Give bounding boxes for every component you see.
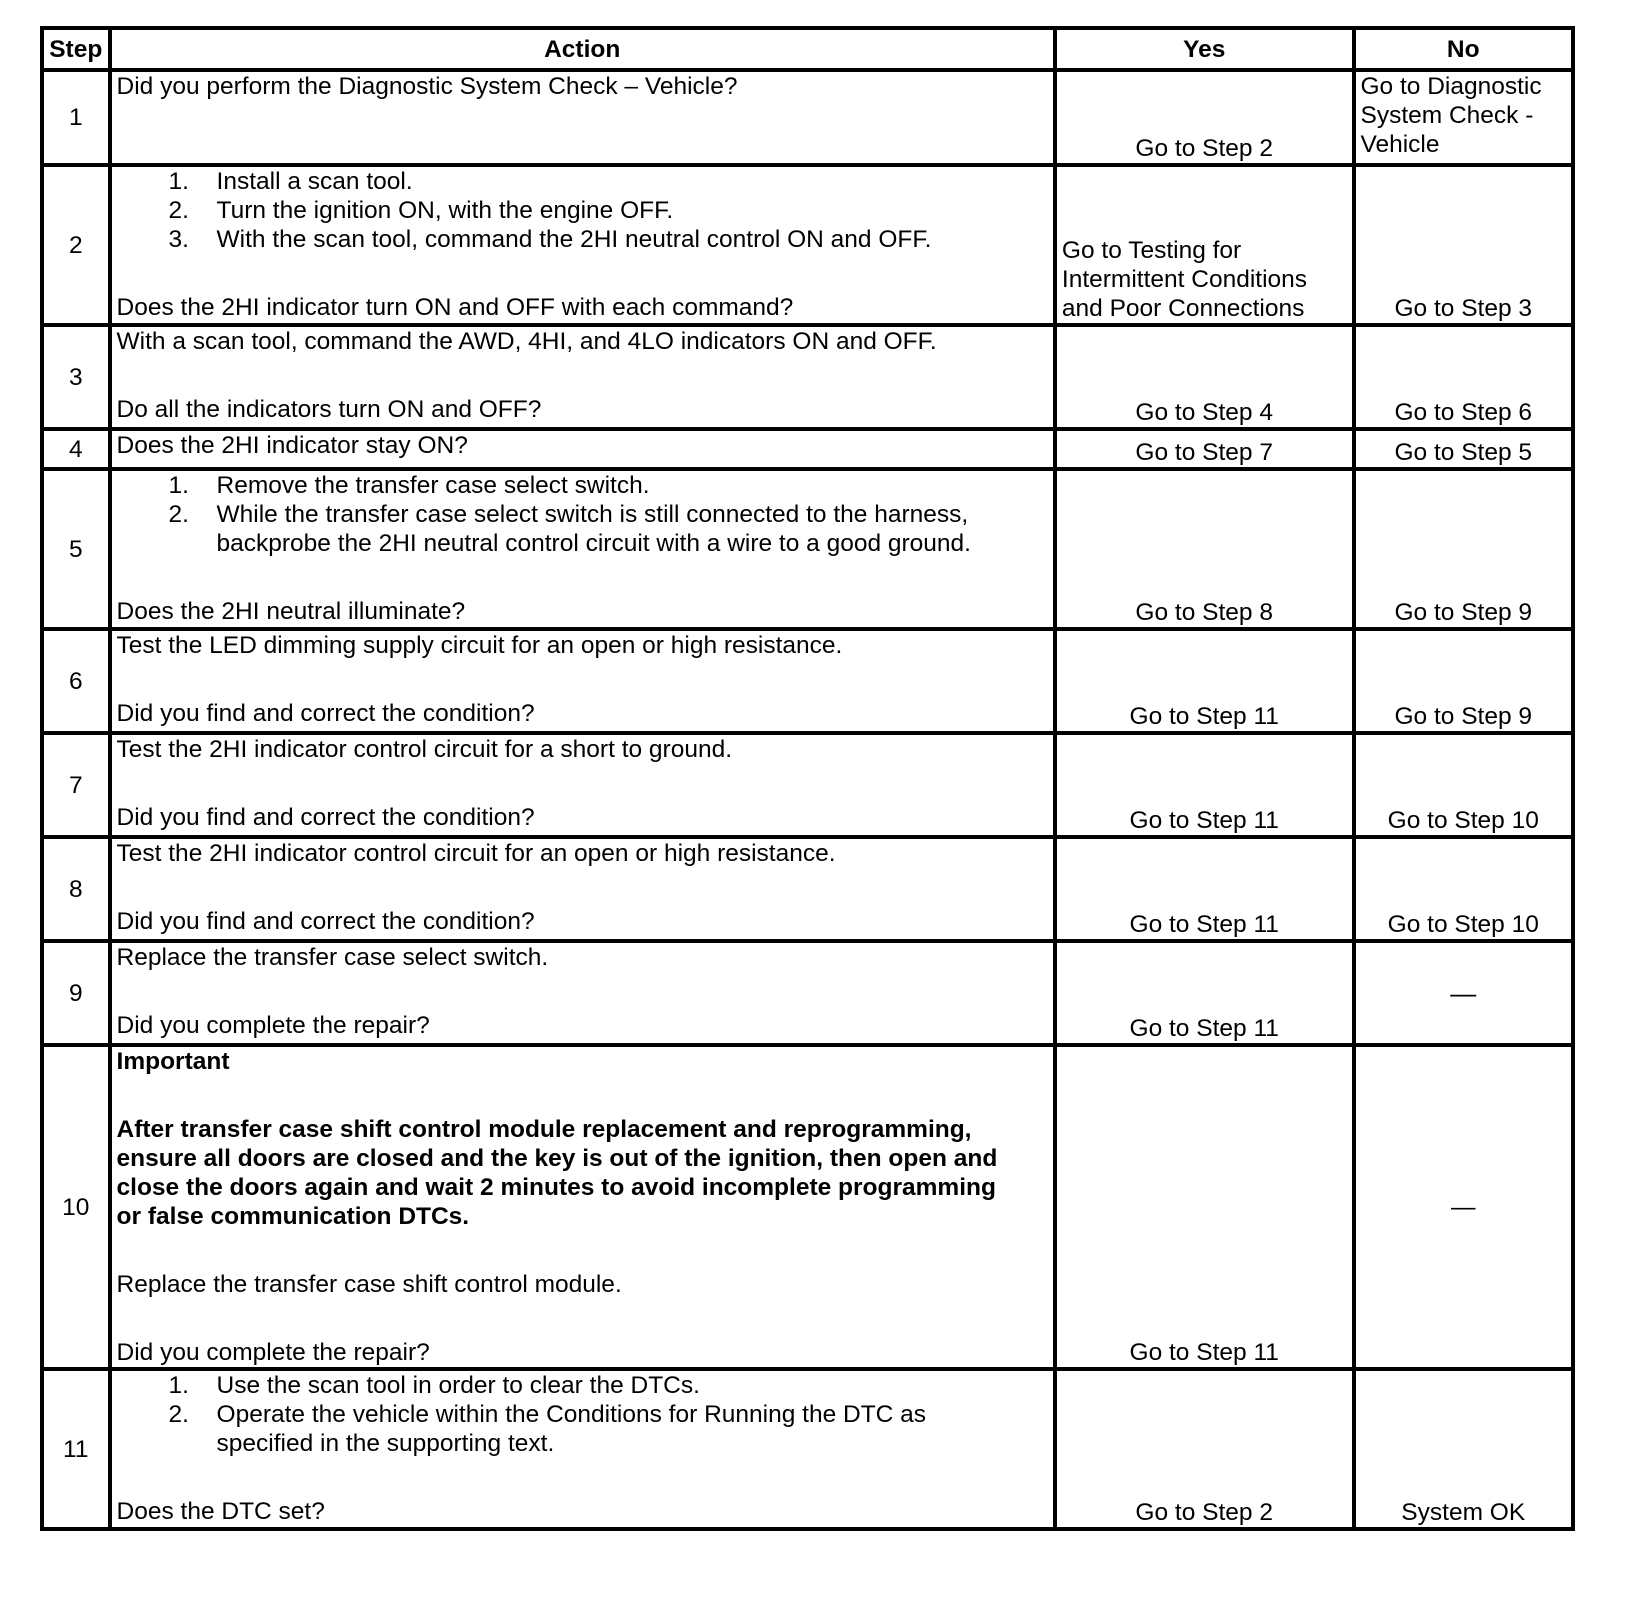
action-question: Does the 2HI indicator turn ON and OFF with each command? bbox=[116, 294, 794, 321]
action-cell bbox=[110, 1369, 1055, 1529]
action-question: Did you complete the repair? bbox=[116, 1339, 430, 1366]
action-text: With a scan tool, command the AWD, 4HI, and 4LO indicators ON and OFF. bbox=[116, 328, 937, 355]
action-cell bbox=[110, 629, 1055, 733]
action-question: Did you find and correct the condition? bbox=[116, 908, 535, 935]
no-cell: — bbox=[1354, 941, 1574, 1045]
action-question: Does the 2HI indicator stay ON? bbox=[116, 432, 468, 459]
action-cell bbox=[110, 429, 1055, 469]
table-row bbox=[42, 165, 1573, 325]
yes-cell: Go to Step 11 bbox=[1055, 733, 1354, 837]
header-no: No bbox=[1354, 28, 1574, 70]
header-yes: Yes bbox=[1055, 28, 1354, 70]
step-number: 2 bbox=[42, 165, 110, 325]
yes-cell: Go to Step 4 bbox=[1055, 325, 1354, 429]
important-line: or false communication DTCs. bbox=[116, 1203, 470, 1230]
list-item: 2. While the transfer case select switch is still connected to the harness, backprobe the 2HI neutral control circuit with a wire to a good ground. bbox=[168, 501, 971, 557]
action-cell bbox=[110, 733, 1055, 837]
table-row bbox=[42, 1045, 1573, 1369]
step-number: 11 bbox=[42, 1369, 110, 1529]
no-line: System Check - bbox=[1360, 102, 1534, 129]
no-cell: Go to Step 10 bbox=[1354, 837, 1574, 941]
list-item: 2. Operate the vehicle within the Conditions for Running the DTC as specified in the supporting text. bbox=[168, 1401, 927, 1457]
step-number: 9 bbox=[42, 941, 110, 1045]
step-number: 6 bbox=[42, 629, 110, 733]
list-item: 1. Remove the transfer case select switch. bbox=[168, 472, 650, 499]
action-question: Does the DTC set? bbox=[116, 1498, 325, 1525]
action-question: Did you find and correct the condition? bbox=[116, 700, 535, 727]
list-item: 1. Use the scan tool in order to clear the DTCs. bbox=[168, 1372, 700, 1399]
yes-cell: Go to Step 8 bbox=[1055, 469, 1354, 629]
no-cell: Go to Step 5 bbox=[1354, 429, 1574, 469]
action-cell bbox=[110, 941, 1055, 1045]
table-row bbox=[42, 941, 1573, 1045]
step-number: 3 bbox=[42, 325, 110, 429]
yes-cell bbox=[1055, 165, 1354, 325]
action-question: Does the 2HI neutral illuminate? bbox=[116, 598, 466, 625]
procedure-list bbox=[117, 167, 1048, 254]
yes-cell: Go to Step 2 bbox=[1055, 1369, 1354, 1529]
yes-cell: Go to Step 11 bbox=[1055, 837, 1354, 941]
action-cell bbox=[110, 837, 1055, 941]
no-line: Go to Diagnostic bbox=[1360, 73, 1542, 100]
step-number: 1 bbox=[42, 70, 110, 165]
list-item: 1. Install a scan tool. bbox=[168, 168, 413, 195]
table-row bbox=[42, 429, 1573, 469]
important-line: close the doors again and wait 2 minutes to avoid incomplete programming bbox=[116, 1174, 996, 1201]
action-question: Do all the indicators turn ON and OFF? bbox=[116, 396, 542, 423]
header-row bbox=[42, 28, 1573, 70]
no-cell: Go to Step 3 bbox=[1354, 165, 1574, 325]
step-number: 8 bbox=[42, 837, 110, 941]
step-number: 7 bbox=[42, 733, 110, 837]
action-question: Did you perform the Diagnostic System Check – Vehicle? bbox=[116, 73, 738, 100]
important-title: Important bbox=[116, 1048, 230, 1075]
table-row bbox=[42, 469, 1573, 629]
step-number: 4 bbox=[42, 429, 110, 469]
action-question: Did you find and correct the condition? bbox=[116, 804, 535, 831]
yes-cell: Go to Step 11 bbox=[1055, 1045, 1354, 1369]
yes-line: Go to Testing for bbox=[1061, 237, 1242, 264]
table-row bbox=[42, 629, 1573, 733]
no-cell bbox=[1354, 70, 1574, 165]
procedure-list bbox=[117, 1371, 1048, 1458]
action-text: Test the LED dimming supply circuit for an open or high resistance. bbox=[116, 632, 843, 659]
header-action: Action bbox=[110, 28, 1055, 70]
action-cell bbox=[110, 325, 1055, 429]
important-line: After transfer case shift control module replacement and reprogramming, bbox=[116, 1116, 972, 1143]
no-line: Vehicle bbox=[1360, 131, 1440, 158]
action-text: Replace the transfer case shift control module. bbox=[116, 1271, 622, 1298]
no-cell: Go to Step 10 bbox=[1354, 733, 1574, 837]
header-step: Step bbox=[42, 28, 110, 70]
no-cell: Go to Step 9 bbox=[1354, 469, 1574, 629]
table-row bbox=[42, 837, 1573, 941]
procedure-list bbox=[117, 471, 1048, 558]
action-cell bbox=[110, 469, 1055, 629]
no-cell: Go to Step 6 bbox=[1354, 325, 1574, 429]
action-cell bbox=[110, 1045, 1055, 1369]
diagnostic-table bbox=[40, 26, 1575, 1531]
yes-cell: Go to Step 11 bbox=[1055, 629, 1354, 733]
yes-line: Intermittent Conditions bbox=[1061, 266, 1308, 293]
action-cell bbox=[110, 70, 1055, 165]
table-row bbox=[42, 70, 1573, 165]
action-text: Test the 2HI indicator control circuit for an open or high resistance. bbox=[116, 840, 836, 867]
action-question: Did you complete the repair? bbox=[116, 1012, 430, 1039]
no-cell: System OK bbox=[1354, 1369, 1574, 1529]
table-row bbox=[42, 733, 1573, 837]
action-cell bbox=[110, 165, 1055, 325]
yes-line: and Poor Connections bbox=[1061, 295, 1305, 322]
table-row bbox=[42, 325, 1573, 429]
yes-cell: Go to Step 11 bbox=[1055, 941, 1354, 1045]
step-number: 5 bbox=[42, 469, 110, 629]
important-line: ensure all doors are closed and the key is out of the ignition, then open and bbox=[116, 1145, 998, 1172]
action-text: Replace the transfer case select switch. bbox=[116, 944, 549, 971]
yes-cell: Go to Step 2 bbox=[1055, 70, 1354, 165]
list-item: 2. Turn the ignition ON, with the engine OFF. bbox=[168, 197, 674, 224]
table-row bbox=[42, 1369, 1573, 1529]
no-cell: Go to Step 9 bbox=[1354, 629, 1574, 733]
step-number: 10 bbox=[42, 1045, 110, 1369]
no-cell: — bbox=[1354, 1045, 1574, 1369]
action-text: Test the 2HI indicator control circuit for a short to ground. bbox=[116, 736, 733, 763]
list-item: 3. With the scan tool, command the 2HI neutral control ON and OFF. bbox=[168, 226, 932, 253]
yes-cell: Go to Step 7 bbox=[1055, 429, 1354, 469]
